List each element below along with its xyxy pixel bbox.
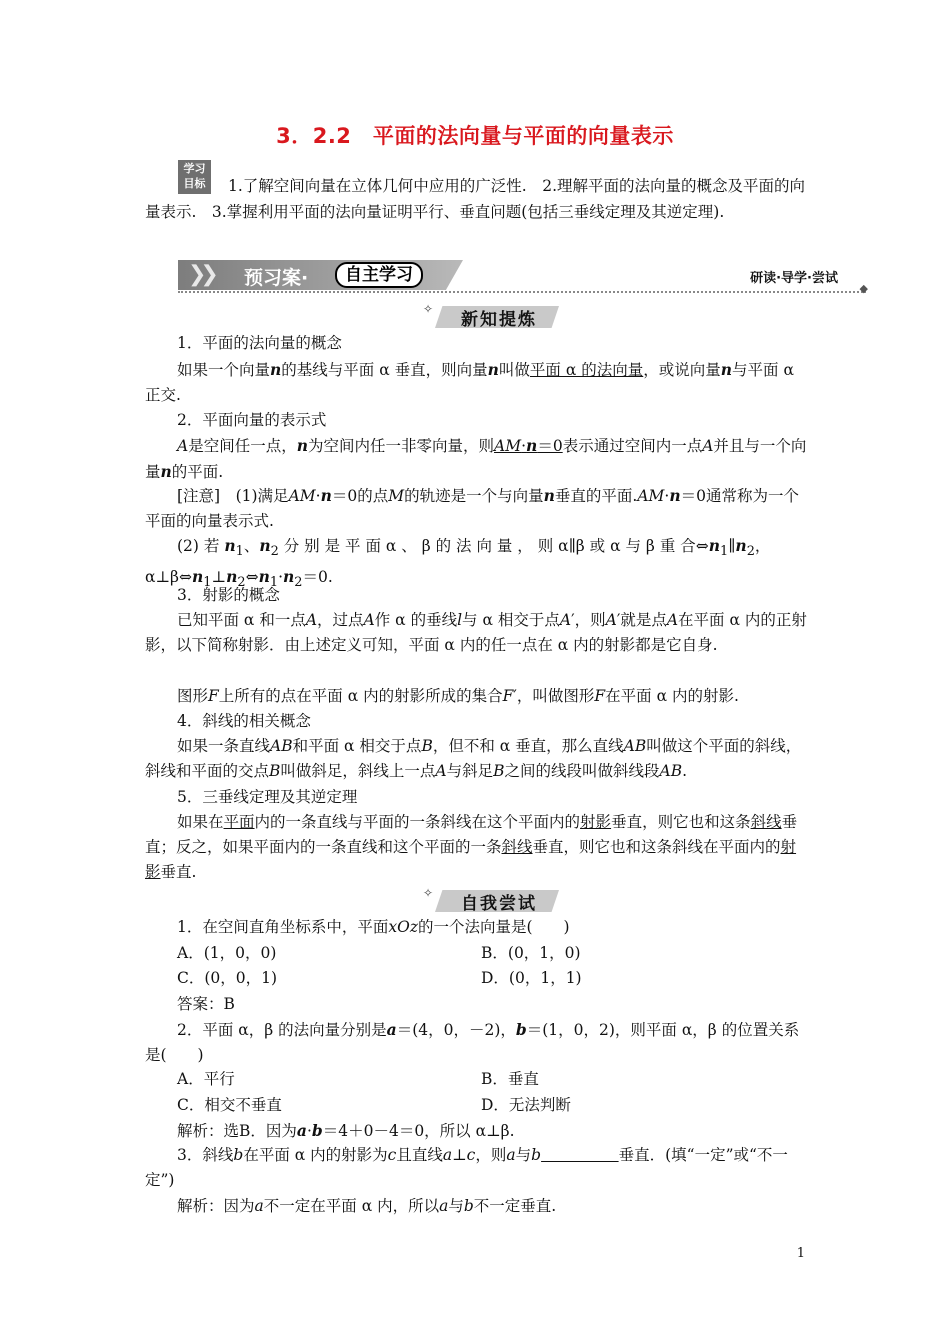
banner-title: 预习案· bbox=[244, 267, 309, 289]
badge-line-2: 目标 bbox=[183, 177, 206, 190]
q2-solution: 解析：选B．因为a·b＝4＋0－4＝0，所以 α⊥β. bbox=[177, 1121, 515, 1140]
q1-option-b: B．(0，1，0) bbox=[481, 944, 581, 962]
item-2-note-2: (2) 若 $n_1$、$n_2$ 分 别 是 平 面 α 、 β 的 法 向 量 ， 则 α∥β 或 α 与 β 重 合$\Leftrightarrow n_1\parallel n_2$，$\alpha\perp\beta\Leftrightarrow n_1\perp n_2\Leftrightarrow n_1\cdot n_2=0$. bbox=[145, 536, 771, 591]
q1-option-a: A．(1，0，0) bbox=[177, 944, 277, 962]
q2-option-c: C．相交不垂直 bbox=[177, 1096, 282, 1114]
section-heading-new-knowledge: ✧ 新知提炼 bbox=[423, 302, 563, 328]
question-1-stem: 1．在空间直角坐标系中，平面xOz的一个法向量是( ) bbox=[177, 918, 570, 936]
section-heading-self-test: ✧ 自我尝试 bbox=[423, 886, 563, 912]
banner-right-text: 研读·导学·尝试 bbox=[750, 271, 838, 286]
q3-solution: 解析：因为a不一定在平面 α 内，所以a与b不一定垂直. bbox=[177, 1197, 557, 1215]
banner-divider bbox=[178, 291, 866, 293]
item-4-heading: 4．斜线的相关概念 bbox=[177, 712, 311, 730]
badge-line-1: 学习 bbox=[183, 162, 206, 175]
q2-option-a: A．平行 bbox=[177, 1070, 235, 1088]
item-2-note-1: [注意] (1)满足AM·n＝0的点M的轨迹是一个与向量n垂直的平面.AM·n＝0通常称为一个平面的向量表示式. bbox=[145, 486, 800, 530]
q1-option-c: C．(0，0，1) bbox=[177, 969, 278, 987]
item-2-heading: 2．平面向量的表示式 bbox=[177, 411, 327, 429]
item-5-heading: 5．三垂线定理及其逆定理 bbox=[177, 788, 358, 806]
q2-option-d: D．无法判断 bbox=[481, 1096, 571, 1114]
banner-subtitle: 自主学习 bbox=[335, 262, 423, 288]
item-5-body: 如果在平面内的一条直线与平面的一条斜线在这个平面内的射影垂直，则它也和这条斜线垂直；反之，如果平面内的一条直线和这个平面的一条斜线垂直，则它也和这条斜线在平面内的射影垂直. bbox=[145, 813, 798, 881]
chevron-double-icon: ❯❯ bbox=[188, 262, 213, 287]
item-3-body: 已知平面 α 和一点A，过点A作 α 的垂线l与 α 相交于点A′，则A′就是点A在平面 α 内的正射影，以下简称射影．由上述定义可知，平面 α 内的任一点在 α 内的射影都是它自身. bbox=[145, 611, 807, 654]
question-2-stem: 2．平面 α，β 的法向量分别是a＝(4，0，－2)，b＝(1，0，2)，则平面 α，β 的位置关系是( ) bbox=[145, 1020, 800, 1064]
q2-option-b: B．垂直 bbox=[481, 1070, 539, 1088]
item-1-heading: 1．平面的法向量的概念 bbox=[177, 334, 342, 352]
q1-answer: 答案：B bbox=[177, 995, 235, 1013]
item-4-body: 如果一条直线AB和平面 α 相交于点B，但不和 α 垂直，那么直线AB叫做这个平面的斜线，斜线和平面的交点B叫做斜足，斜线上一点A与斜足B之间的线段叫做斜线段AB. bbox=[145, 737, 802, 780]
item-2-body: A是空间任一点，n为空间内任一非零向量，则AM·n＝0表示通过空间内一点A并且与一个向量n的平面. bbox=[145, 436, 807, 481]
q1-option-d: D．(0，1，1) bbox=[481, 969, 582, 987]
item-3-body-2: 图形F上所有的点在平面 α 内的射影所成的集合F′，叫做图形F在平面 α 内的射影. bbox=[177, 687, 739, 705]
question-3-stem: 3．斜线b在平面 α 内的射影为c且直线a⊥c，则a与b 垂直．(填“一定”或“不一定”) bbox=[145, 1146, 788, 1189]
section-banner bbox=[178, 260, 868, 294]
learning-goal-text: 1.了解空间向量在立体几何中应用的广泛性. 2.理解平面的法向量的概念及平面的向量表示. 3.掌握利用平面的法向量证明平行、垂直问题(包括三垂线定理及其逆定理). bbox=[145, 177, 806, 221]
item-3-heading: 3．射影的概念 bbox=[177, 586, 280, 604]
page-number: 1 bbox=[796, 1246, 805, 1261]
item-1-body: 如果一个向量n的基线与平面 α 垂直，则向量n叫做平面 α 的法向量，或说向量n与平面 α 正交. bbox=[145, 360, 794, 404]
star-icon: ✧ bbox=[423, 886, 434, 900]
page-title: 3．2.2 平面的法向量与平面的向量表示 bbox=[276, 124, 674, 148]
diamond-icon: ◆ bbox=[859, 282, 868, 295]
star-icon: ✧ bbox=[423, 302, 434, 316]
